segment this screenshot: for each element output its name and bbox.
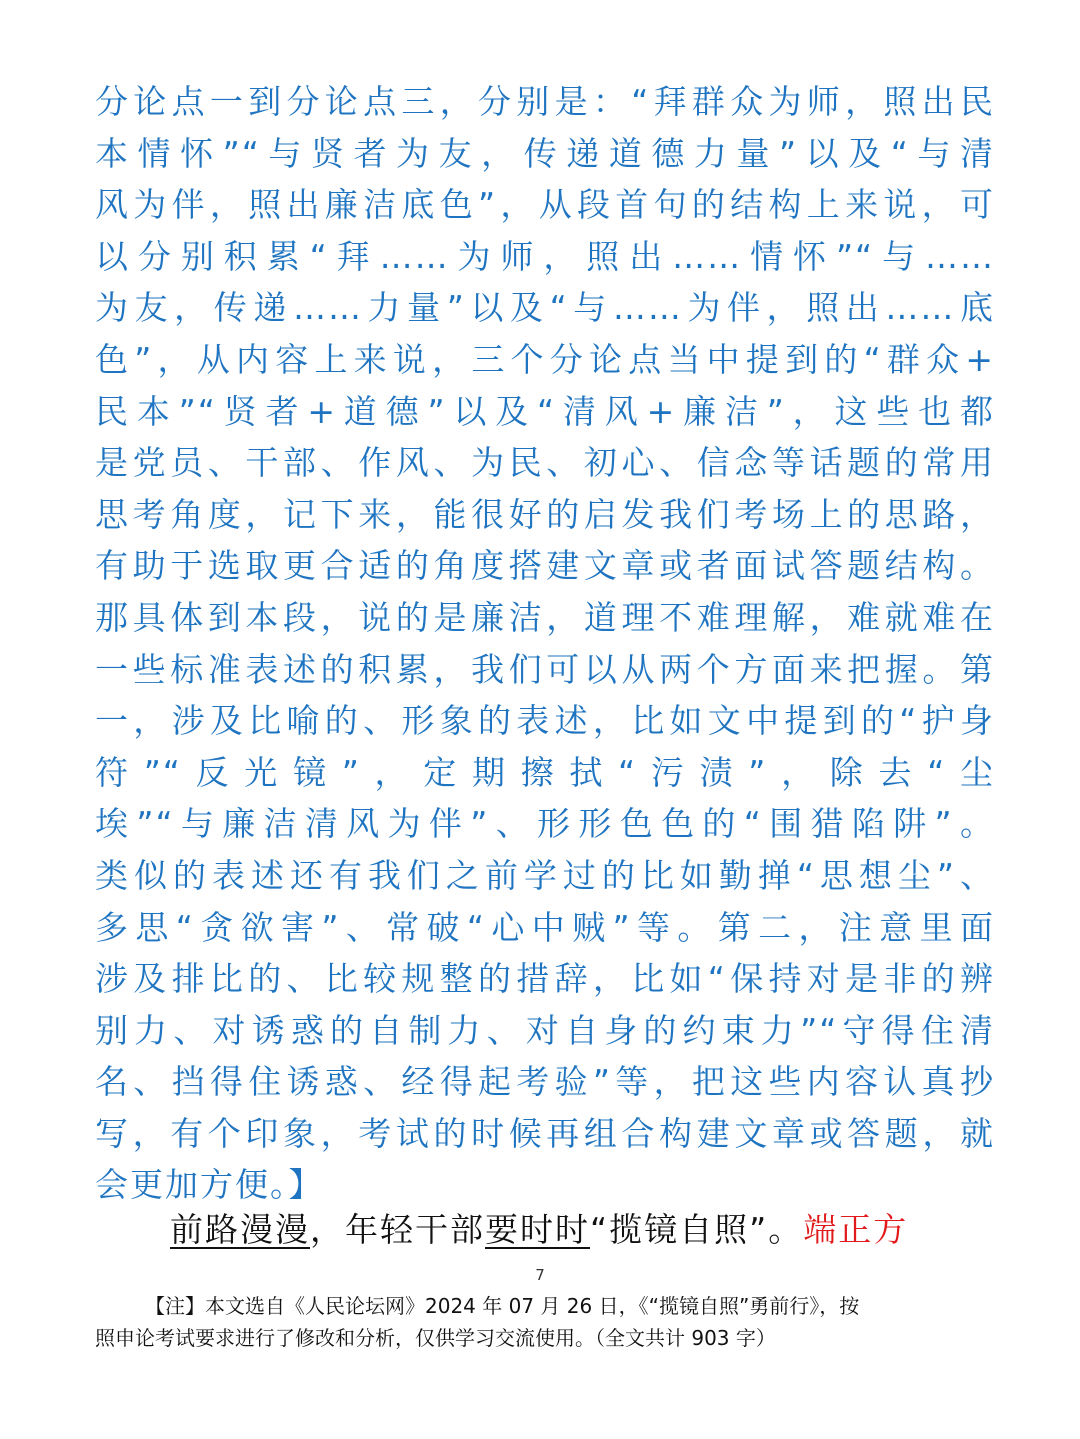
analysis-line: 那具体到本段，说的是廉洁，道理不难理解，难就难在 bbox=[95, 597, 995, 637]
page-number: 7 bbox=[535, 1266, 545, 1284]
analysis-line: 色”，从内容上来说，三个分论点当中提到的“群众+ bbox=[95, 339, 995, 379]
analysis-line: 写，有个印象，考试的时候再组合构建文章或答题，就 bbox=[95, 1113, 995, 1153]
footnote bbox=[95, 1290, 995, 1354]
main-text-segment: “揽镜自照”。 bbox=[590, 1210, 804, 1249]
highlighted-phrase: 端正方 bbox=[803, 1210, 909, 1249]
underlined-phrase: 前路漫漫 bbox=[170, 1210, 310, 1249]
analysis-line: 本情怀”“与贤者为友，传递道德力量”以及“与清 bbox=[95, 133, 995, 173]
analysis-line: 涉及排比的、比较规整的措辞，比如“保持对是非的辨 bbox=[95, 959, 995, 999]
analysis-line: 有助于选取更合适的角度搭建文章或者面试答题结构。 bbox=[95, 546, 995, 586]
analysis-paragraph bbox=[95, 76, 995, 1211]
analysis-line: 多思“贪欲害”、常破“心中贼”等。第二，注意里面 bbox=[95, 907, 995, 947]
analysis-line: 别力、对诱惑的自制力、对自身的约束力”“守得住清 bbox=[95, 1010, 995, 1050]
analysis-line: 以分别积累“拜……为师，照出……情怀”“与…… bbox=[95, 236, 995, 276]
analysis-line: 为友，传递……力量”以及“与……为伴，照出……底 bbox=[95, 288, 995, 328]
analysis-line: 风为伴，照出廉洁底色”，从段首句的结构上来说，可 bbox=[95, 185, 995, 225]
analysis-line: 分论点一到分论点三，分别是：“拜群众为师，照出民 bbox=[95, 82, 995, 121]
analysis-line: 符”“反光镜”，定期擦拭“污渍”，除去“尘 bbox=[95, 752, 995, 792]
analysis-line: 名、挡得住诱惑、经得起考验”等，把这些内容认真抄 bbox=[95, 1062, 995, 1102]
analysis-line: 民本”“贤者+道德”以及“清风+廉洁”，这些也都 bbox=[95, 391, 995, 431]
main-text-line bbox=[170, 1205, 908, 1255]
analysis-line: 思考角度，记下来，能很好的启发我们考场上的思路， bbox=[95, 494, 995, 534]
underlined-phrase: 要时时 bbox=[485, 1210, 590, 1249]
analysis-line: 埃”“与廉洁清风为伴”、形形色色的“围猎陷阱”。 bbox=[95, 804, 995, 844]
analysis-line: 一，涉及比喻的、形象的表述，比如文中提到的“护身 bbox=[95, 701, 995, 741]
analysis-line: 类似的表述还有我们之前学过的比如勤掸“思想尘”、 bbox=[95, 855, 995, 895]
analysis-line: 会更加方便。】 bbox=[95, 1165, 324, 1205]
footnote-line: 【注】本文选自《人民论坛网》2024 年 07 月 26 日，《“揽镜自照”勇前行》，按 bbox=[145, 1294, 860, 1318]
analysis-line: 是党员、干部、作风、为民、初心、信念等话题的常用 bbox=[95, 443, 995, 483]
analysis-line: 一些标准表述的积累，我们可以从两个方面来把握。第 bbox=[95, 649, 995, 689]
main-text-segment: ，年轻干部 bbox=[310, 1210, 485, 1249]
footnote-line: 照申论考试要求进行了修改和分析，仅供学习交流使用。（全文共计 903 字） bbox=[95, 1326, 776, 1350]
